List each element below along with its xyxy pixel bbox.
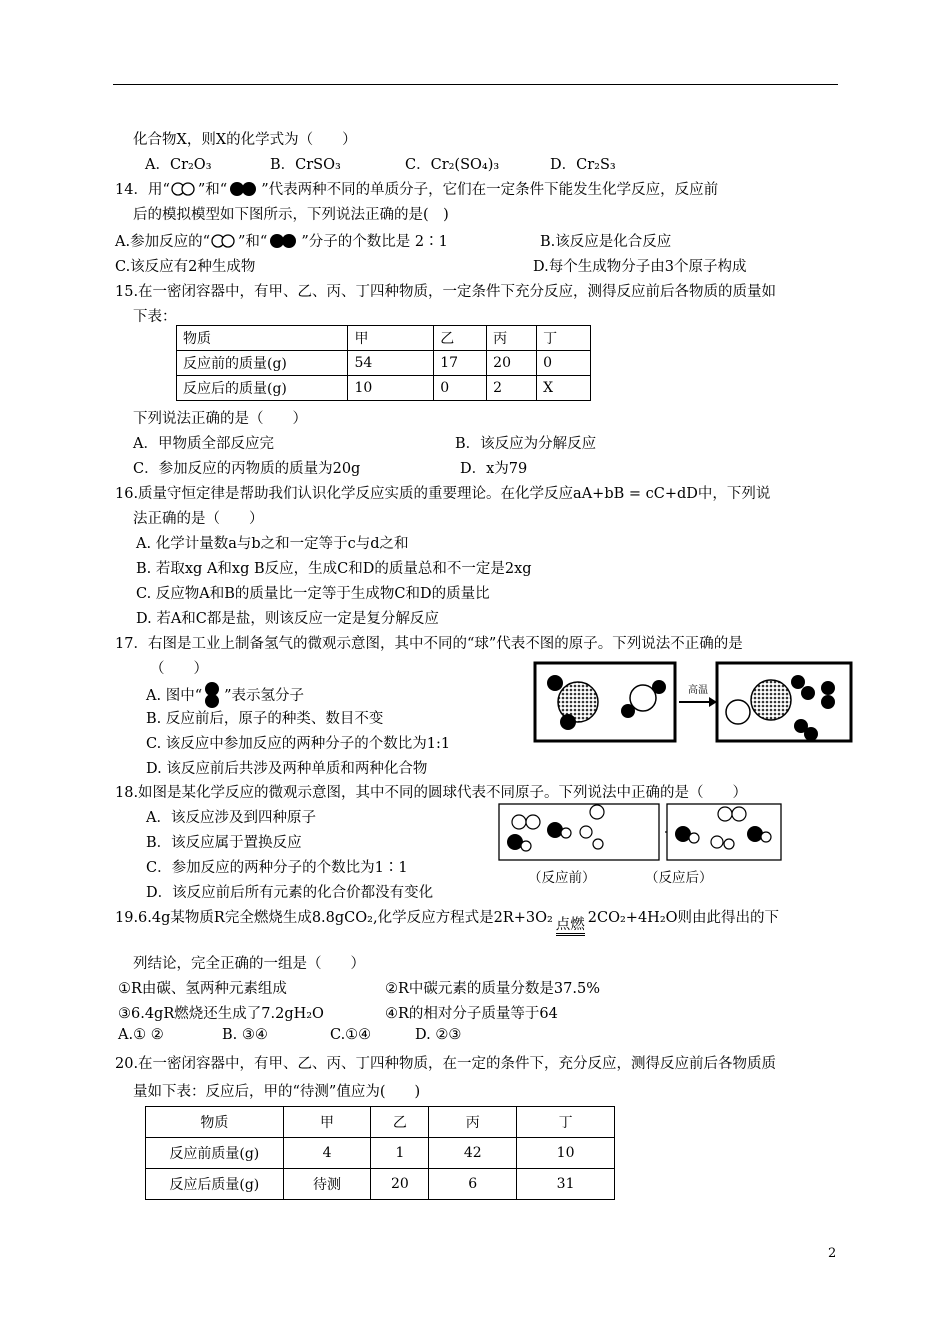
table-cell: 10 bbox=[348, 376, 434, 401]
q13-stem: 化合物X，则X的化学式为（ ） bbox=[133, 132, 357, 148]
table-cell: X bbox=[537, 376, 591, 401]
q15-ask: 下列说法正确的是（ ） bbox=[133, 411, 307, 427]
q19-option-b: B. ③④ bbox=[222, 1027, 268, 1043]
q13-option-b: B．CrSO₃ bbox=[270, 157, 341, 173]
table-cell: 反应后质量(g) bbox=[146, 1169, 284, 1200]
q16-option-b: B. 若取xg A和xg B反应，生成C和D的质量总和不一定是2xg bbox=[136, 561, 532, 577]
table-cell: 丁 bbox=[537, 326, 591, 351]
q15-line2: 下表： bbox=[133, 309, 177, 325]
q16-line1: 16.质量守恒定律是帮助我们认识化学反应实质的重要理论。在化学反应aA+bB = cC+dD中，下列说 bbox=[115, 486, 771, 502]
q18-option-a: A．该反应涉及到四种原子 bbox=[146, 810, 316, 826]
q17-option-c: C. 该反应中参加反应的两种分子的个数比为1:1 bbox=[146, 736, 451, 752]
q17-line1: 17．右图是工业上制备氢气的微观示意图，其中不同的“球”代表不图的原子。下列说法不正确的是 bbox=[115, 636, 743, 652]
table-cell: 甲 bbox=[283, 1107, 371, 1138]
q17-line2: （ ） bbox=[150, 661, 208, 677]
q19-statement-1: ①R由碳、氢两种元素组成 bbox=[118, 981, 287, 997]
table-cell: 42 bbox=[429, 1138, 517, 1169]
table-cell: 0 bbox=[537, 351, 591, 376]
q18-line1: 18.如图是某化学反应的微观示意图，其中不同的圆球代表不同原子。下列说法中正确的是（ ） bbox=[115, 785, 748, 801]
table-cell: 乙 bbox=[434, 326, 487, 351]
table-cell: 反应前质量(g) bbox=[146, 1138, 284, 1169]
q15-line1: 15.在一密闭容器中，有甲、乙、丙、丁四种物质，一定条件下充分反应，测得反应前后各物质的质量如 bbox=[115, 284, 777, 300]
table-row bbox=[177, 376, 591, 401]
hydrogen-molecule-icon bbox=[202, 682, 224, 708]
q19-option-a: A.① ② bbox=[118, 1027, 164, 1043]
table-cell: 0 bbox=[434, 376, 487, 401]
table-row bbox=[146, 1169, 615, 1200]
table-cell: 4 bbox=[283, 1138, 371, 1169]
q14-line1: 14．用“ ”和“ ”代表两种不同的单质分子，它们在一定条件下能发生化学反应，反应前 bbox=[115, 182, 719, 198]
table-cell: 物质 bbox=[146, 1107, 284, 1138]
table-row bbox=[177, 326, 591, 351]
q20-line2: 量如下表：反应后，甲的“待测”值应为( ) bbox=[133, 1084, 421, 1100]
q14-option-b: B.该反应是化合反应 bbox=[540, 234, 672, 250]
q15-option-c: C．参加反应的丙物质的质量为20g bbox=[133, 461, 361, 477]
q14-line2: 后的模拟模型如下图所示，下列说法正确的是( ) bbox=[133, 207, 449, 223]
table-cell: 1 bbox=[371, 1138, 429, 1169]
table-row bbox=[177, 351, 591, 376]
table-cell: 54 bbox=[348, 351, 434, 376]
q16-line2: 法正确的是（ ） bbox=[133, 511, 264, 527]
header-rule bbox=[113, 84, 838, 85]
q19-statement-3: ③6.4gR燃烧还生成了7.2gH₂O bbox=[118, 1006, 324, 1022]
two-white-atoms-icon bbox=[170, 182, 198, 196]
q13-option-d: D．Cr₂S₃ bbox=[550, 157, 616, 173]
q18-option-b: B．该反应属于置换反应 bbox=[146, 835, 302, 851]
q19-option-c: C.①④ bbox=[330, 1027, 372, 1043]
page-number: 2 bbox=[828, 1246, 837, 1261]
q20-table bbox=[145, 1106, 615, 1200]
q19-statement-4: ④R的相对分子质量等于64 bbox=[385, 1006, 558, 1022]
table-cell: 物质 bbox=[177, 326, 348, 351]
table-cell: 10 bbox=[517, 1138, 615, 1169]
q18-caption-before: （反应前） bbox=[528, 870, 596, 886]
table-cell: 20 bbox=[371, 1169, 429, 1200]
q15-option-a: A．甲物质全部反应完 bbox=[133, 436, 274, 452]
q15-option-d: D．x为79 bbox=[460, 461, 528, 477]
q17-option-d: D. 该反应前后共涉及两种单质和两种化合物 bbox=[146, 761, 428, 777]
table-cell: 丙 bbox=[429, 1107, 517, 1138]
q20-line1: 20.在一密闭容器中，有甲、乙、丙、丁四种物质，在一定的条件下，充分反应，测得反应前后各物质质 bbox=[115, 1056, 777, 1072]
q16-option-d: D. 若A和C都是盐，则该反应一定是复分解反应 bbox=[136, 611, 439, 627]
q17-reaction-figure bbox=[533, 660, 853, 744]
table-cell: 2 bbox=[487, 376, 537, 401]
table-cell: 20 bbox=[487, 351, 537, 376]
table-cell: 甲 bbox=[348, 326, 434, 351]
q16-option-c: C. 反应物A和B的质量比一定等于生成物C和D的质量比 bbox=[136, 586, 490, 602]
q18-option-c: C．参加反应的两种分子的个数比为1∶1 bbox=[146, 860, 408, 876]
q17-option-b: B. 反应前后，原子的种类、数目不变 bbox=[146, 711, 384, 727]
q19-option-d: D. ②③ bbox=[415, 1027, 462, 1043]
q18-caption-after: （反应后） bbox=[645, 870, 713, 886]
q13-option-a: A．Cr₂O₃ bbox=[145, 157, 212, 173]
table-cell: 反应后的质量(g) bbox=[177, 376, 348, 401]
q19-statement-2: ②R中碳元素的质量分数是37.5% bbox=[385, 981, 600, 997]
q13-option-c: C．Cr₂(SO₄)₃ bbox=[405, 157, 500, 173]
table-cell: 待测 bbox=[283, 1169, 371, 1200]
table-cell: 丁 bbox=[517, 1107, 615, 1138]
q19-condition: 点燃 bbox=[556, 917, 585, 936]
q15-table bbox=[176, 325, 591, 401]
q17-option-a: A. 图中“ ”表示氢分子 bbox=[146, 682, 304, 708]
q14-option-c: C.该反应有2种生成物 bbox=[115, 259, 256, 275]
two-white-atoms-icon bbox=[210, 234, 238, 248]
table-cell: 丙 bbox=[487, 326, 537, 351]
q18-option-d: D．该反应前后所有元素的化合价都没有变化 bbox=[146, 885, 434, 901]
table-cell: 6 bbox=[429, 1169, 517, 1200]
table-cell: 反应前的质量(g) bbox=[177, 351, 348, 376]
two-black-atoms-icon bbox=[267, 233, 301, 249]
table-cell: 17 bbox=[434, 351, 487, 376]
q14-option-a: A.参加反应的“ ”和“ ”分子的个数比是 2∶1 bbox=[115, 234, 448, 250]
table-row bbox=[146, 1107, 615, 1138]
table-row bbox=[146, 1138, 615, 1169]
table-cell: 31 bbox=[517, 1169, 615, 1200]
q16-option-a: A. 化学计量数a与b之和一定等于c与d之和 bbox=[136, 536, 409, 552]
q19-line2: 列结论，完全正确的一组是（ ） bbox=[133, 956, 365, 972]
q14-option-d: D.每个生成物分子由3个原子构成 bbox=[533, 259, 747, 275]
q17-condition-label: 高温 bbox=[688, 685, 708, 696]
table-cell: 乙 bbox=[371, 1107, 429, 1138]
q18-reaction-figure bbox=[497, 800, 783, 864]
q19-line1: 19.6.4g某物质R完全燃烧生成8.8gCO₂,化学反应方程式是2R+3O₂ 点燃 2CO₂+4H₂O则由此得出的下 bbox=[115, 906, 779, 927]
q15-option-b: B．该反应为分解反应 bbox=[455, 436, 597, 452]
two-black-atoms-icon bbox=[227, 181, 261, 197]
